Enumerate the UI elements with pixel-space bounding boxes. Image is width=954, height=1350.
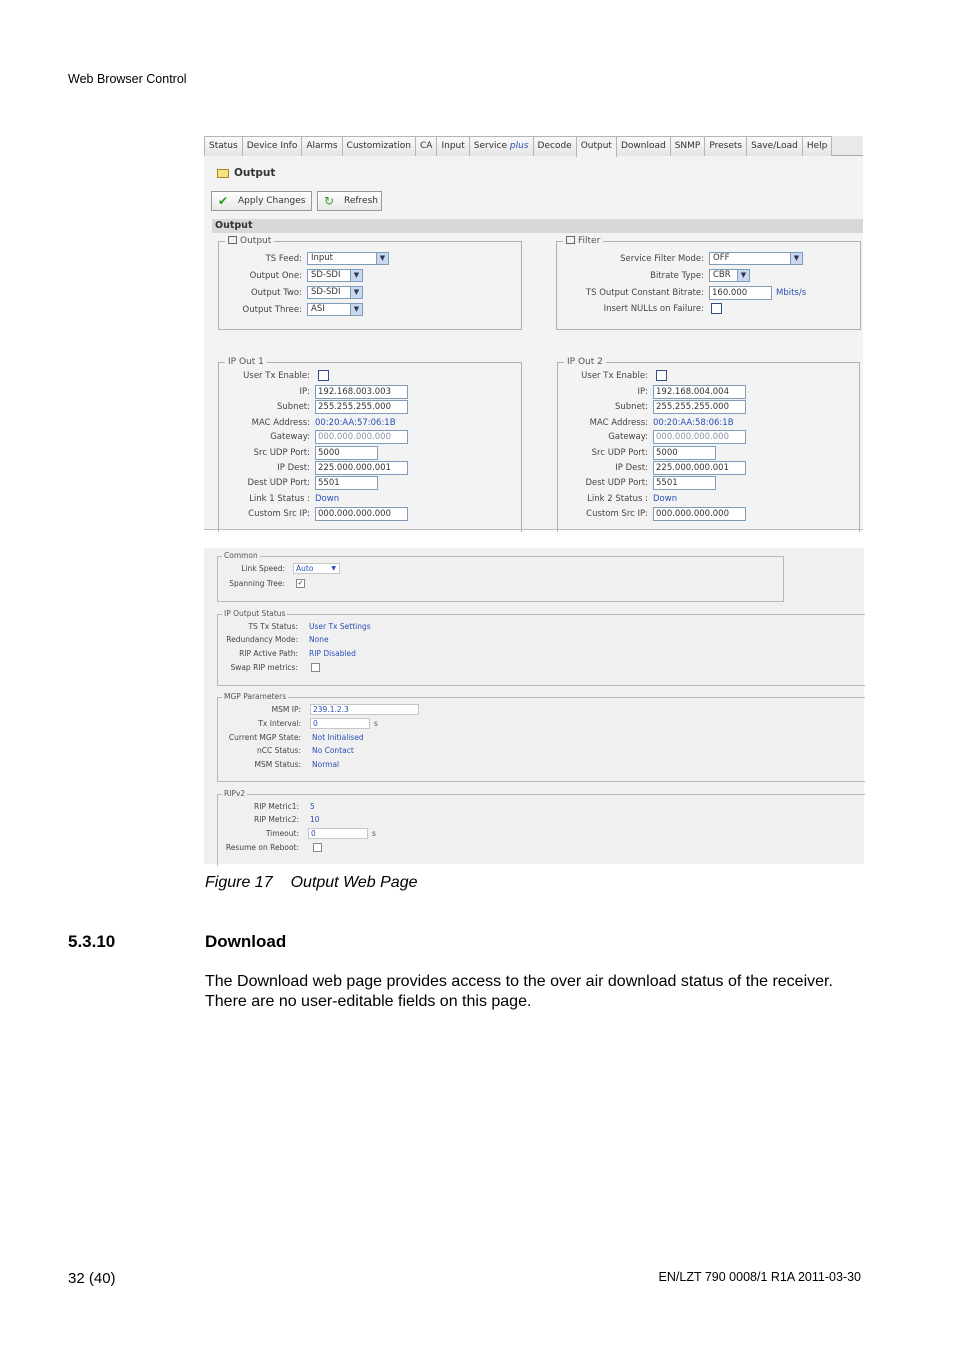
tab-customization[interactable]: Customization bbox=[342, 136, 416, 156]
chevron-down-icon: ▼ bbox=[737, 270, 749, 281]
link-speed-value: Auto bbox=[296, 564, 314, 573]
constant-bitrate-label: TS Output Constant Bitrate: bbox=[585, 288, 704, 298]
tab-snmp[interactable]: SNMP bbox=[670, 136, 706, 156]
tab-save-load[interactable]: Save/Load bbox=[746, 136, 803, 156]
tab-decode[interactable]: Decode bbox=[533, 136, 577, 156]
output-one-select[interactable] bbox=[307, 269, 363, 282]
ip1-link-status-value: Down bbox=[315, 494, 340, 504]
document-reference bbox=[659, 1270, 861, 1284]
tab-download[interactable]: Download bbox=[616, 136, 671, 156]
output-one-label: Output One: bbox=[249, 271, 302, 281]
caret-down-icon: ▼ bbox=[331, 565, 336, 572]
ip2-custom-src-input[interactable]: 000.000.000.000 bbox=[653, 507, 746, 521]
ip1-subnet-label: Subnet: bbox=[277, 402, 310, 412]
folder-icon bbox=[217, 169, 229, 178]
output-legend-text: Output bbox=[240, 236, 272, 246]
spanning-tree-label: Spanning Tree: bbox=[229, 579, 285, 588]
page-number: 32 (40) bbox=[68, 1270, 116, 1287]
output-two-label: Output Two: bbox=[250, 288, 302, 298]
output-settings-screenshot bbox=[204, 548, 864, 864]
ip1-mac-label: MAC Address: bbox=[251, 418, 310, 428]
tab-device-info[interactable]: Device Info bbox=[242, 136, 303, 156]
ip1-link-status-label: Link 1 Status : bbox=[249, 494, 310, 504]
msm-ip-label: MSM IP: bbox=[271, 705, 301, 714]
rip-metric2-label: RIP Metric2: bbox=[254, 815, 299, 824]
redundancy-mode-label: Redundancy Mode: bbox=[226, 635, 298, 644]
constant-bitrate-input[interactable]: 160.000 bbox=[709, 286, 772, 300]
ip2-src-udp-input[interactable]: 5000 bbox=[653, 446, 716, 460]
ip2-src-udp-label: Src UDP Port: bbox=[591, 448, 648, 458]
redundancy-mode-value: None bbox=[309, 635, 329, 644]
figure-number: Figure 17 bbox=[205, 874, 273, 891]
refresh-label: Refresh bbox=[344, 196, 378, 206]
timeout-unit: s bbox=[372, 829, 376, 838]
filter-legend-text: Filter bbox=[578, 236, 601, 246]
ip2-ip-dest-label: IP Dest: bbox=[615, 463, 648, 473]
ip2-dest-udp-input[interactable]: 5501 bbox=[653, 476, 716, 490]
rip-metric1-value: 5 bbox=[310, 802, 315, 811]
tx-interval-unit: s bbox=[374, 719, 378, 728]
ip1-gateway-input[interactable]: 000.000.000.000 bbox=[315, 430, 408, 444]
tab-ca[interactable]: CA bbox=[415, 136, 437, 156]
section-title: Download bbox=[205, 932, 287, 951]
msm-ip-input[interactable]: 239.1.2.3 bbox=[310, 704, 419, 715]
insert-nulls-checkbox[interactable] bbox=[711, 303, 722, 314]
spanning-tree-checkbox[interactable]: ✓ bbox=[297, 579, 304, 587]
ip2-subnet-input[interactable]: 255.255.255.000 bbox=[653, 400, 746, 414]
bitrate-unit: Mbits/s bbox=[776, 288, 807, 298]
apply-changes-label: Apply Changes bbox=[238, 196, 306, 206]
output-three-select[interactable] bbox=[307, 303, 363, 316]
ip2-user-tx-checkbox[interactable] bbox=[656, 370, 667, 381]
current-mgp-state-label: Current MGP State: bbox=[228, 733, 301, 742]
mgp-parameters-legend: MGP Parameters bbox=[224, 692, 287, 701]
refresh-button[interactable] bbox=[317, 191, 382, 211]
chevron-down-icon: ▼ bbox=[350, 270, 362, 281]
bitrate-type-select[interactable] bbox=[709, 269, 750, 282]
tab-input[interactable]: Input bbox=[436, 136, 469, 156]
ip1-dest-udp-input[interactable]: 5501 bbox=[315, 476, 378, 490]
ip2-custom-src-label: Custom Src IP: bbox=[586, 509, 648, 519]
output-page-screenshot bbox=[204, 136, 863, 530]
rip-metric2-value: 10 bbox=[310, 815, 320, 824]
common-legend: Common bbox=[224, 551, 258, 560]
ts-feed-select[interactable] bbox=[307, 252, 389, 265]
ts-tx-status-label: TS Tx Status: bbox=[248, 622, 298, 631]
tx-interval-input[interactable]: 0 bbox=[310, 718, 370, 729]
doc-ref: EN/LZT 790 0008/1 R1A bbox=[658, 1270, 795, 1284]
page-title: Output bbox=[234, 167, 276, 179]
chevron-down-icon: ▼ bbox=[790, 253, 802, 264]
rip-active-path-label: RIP Active Path: bbox=[239, 649, 298, 658]
ip1-user-tx-checkbox[interactable] bbox=[318, 370, 329, 381]
bitrate-type-value: CBR bbox=[713, 270, 731, 280]
ip1-ip-input[interactable]: 192.168.003.003 bbox=[315, 385, 408, 399]
chevron-down-icon: ▼ bbox=[376, 253, 388, 264]
ip1-ip-dest-label: IP Dest: bbox=[277, 463, 310, 473]
ip2-gateway-label: Gateway: bbox=[608, 432, 648, 442]
ip1-gateway-label: Gateway: bbox=[270, 432, 310, 442]
swap-rip-metrics-checkbox[interactable] bbox=[311, 663, 320, 672]
ncc-status-label: nCC Status: bbox=[256, 746, 301, 755]
tab-service-plus[interactable] bbox=[469, 136, 534, 156]
figure-title: Output Web Page bbox=[290, 874, 418, 891]
ts-feed-label: TS Feed: bbox=[265, 254, 302, 264]
msm-status-label: MSM Status: bbox=[254, 760, 301, 769]
tab-output[interactable]: Output bbox=[576, 136, 617, 157]
apply-changes-button[interactable] bbox=[211, 191, 312, 211]
ip-out1-legend: IP Out 1 bbox=[225, 356, 267, 368]
refresh-icon: ↻ bbox=[324, 194, 335, 208]
tab-service-suffix: plus bbox=[509, 141, 529, 151]
link-speed-select[interactable] bbox=[293, 563, 340, 574]
ip1-ip-label: IP: bbox=[299, 387, 310, 397]
output-legend bbox=[225, 235, 274, 247]
output-three-label: Output Three: bbox=[242, 305, 302, 315]
section-number: 5.3.10 bbox=[68, 932, 116, 951]
ip2-ip-label: IP: bbox=[637, 387, 648, 397]
ip1-dest-udp-label: Dest UDP Port: bbox=[247, 478, 310, 488]
ip1-src-udp-label: Src UDP Port: bbox=[253, 448, 310, 458]
ip2-gateway-input[interactable]: 000.000.000.000 bbox=[653, 430, 746, 444]
tab-alarms[interactable]: Alarms bbox=[301, 136, 342, 156]
tab-status[interactable]: Status bbox=[204, 136, 243, 156]
ip2-link-status-value: Down bbox=[653, 494, 678, 504]
resume-on-reboot-checkbox[interactable] bbox=[313, 843, 322, 852]
ip2-mac-label: MAC Address: bbox=[589, 418, 648, 428]
insert-nulls-label: Insert NULLs on Failure: bbox=[603, 304, 704, 314]
link-speed-label: Link Speed: bbox=[241, 564, 285, 573]
ip2-ip-dest-input[interactable]: 225.000.000.001 bbox=[653, 461, 746, 475]
ip1-user-tx-label: User Tx Enable: bbox=[243, 371, 310, 381]
ts-tx-status-value: User Tx Settings bbox=[309, 622, 371, 631]
tab-presets[interactable]: Presets bbox=[704, 136, 747, 156]
ip1-mac-value: 00:20:AA:57:06:1B bbox=[315, 418, 396, 428]
service-filter-mode-label: Service Filter Mode: bbox=[620, 254, 704, 264]
list-icon bbox=[566, 236, 575, 244]
ip2-subnet-label: Subnet: bbox=[615, 402, 648, 412]
current-mgp-state-value: Not Initialised bbox=[312, 733, 364, 742]
figure-caption bbox=[205, 874, 418, 892]
ip2-link-status-label: Link 2 Status : bbox=[587, 494, 648, 504]
output-two-value: SD-SDI bbox=[311, 287, 341, 297]
ip2-dest-udp-label: Dest UDP Port: bbox=[585, 478, 648, 488]
ip2-mac-value: 00:20:AA:58:06:1B bbox=[653, 418, 734, 428]
tx-interval-label: Tx Interval: bbox=[258, 719, 301, 728]
ip1-src-udp-input[interactable]: 5000 bbox=[315, 446, 378, 460]
timeout-input[interactable]: 0 bbox=[308, 828, 368, 839]
ip1-ip-dest-input[interactable]: 225.000.000.001 bbox=[315, 461, 408, 475]
timeout-label: Timeout: bbox=[265, 829, 299, 838]
service-filter-mode-value: OFF bbox=[713, 253, 730, 263]
ripv2-legend: RIPv2 bbox=[224, 789, 246, 798]
ip-out2-legend: IP Out 2 bbox=[564, 356, 606, 368]
tab-bar bbox=[204, 136, 863, 156]
ip1-subnet-input[interactable]: 255.255.255.000 bbox=[315, 400, 408, 414]
tab-help[interactable]: Help bbox=[802, 136, 833, 156]
swap-rip-metrics-label: Swap RIP metrics: bbox=[230, 663, 298, 672]
tab-service-label: Service bbox=[473, 141, 508, 151]
resume-on-reboot-label: Resume on Reboot: bbox=[225, 843, 299, 852]
output-two-select[interactable] bbox=[307, 286, 363, 299]
ip1-custom-src-input[interactable]: 000.000.000.000 bbox=[315, 507, 408, 521]
ts-feed-value: Input bbox=[311, 253, 334, 263]
output-one-value: SD-SDI bbox=[311, 270, 341, 280]
service-filter-mode-select[interactable] bbox=[709, 252, 803, 265]
ip1-custom-src-label: Custom Src IP: bbox=[248, 509, 310, 519]
section-body: The Download web page provides access to the over air download status of the receiver. There are no user-editable fields on this page. bbox=[205, 973, 833, 1010]
chevron-down-icon: ▼ bbox=[350, 287, 362, 298]
ip2-ip-input[interactable]: 192.168.004.004 bbox=[653, 385, 746, 399]
ncc-status-value: No Contact bbox=[312, 746, 354, 755]
list-icon bbox=[228, 236, 237, 244]
chevron-down-icon: ▼ bbox=[350, 304, 362, 315]
output-section-band: Output bbox=[212, 219, 863, 233]
filter-legend bbox=[563, 235, 603, 247]
running-header: Web Browser Control bbox=[68, 72, 187, 86]
ip2-user-tx-label: User Tx Enable: bbox=[581, 371, 648, 381]
checkmark-icon: ✔ bbox=[218, 194, 229, 208]
msm-status-value: Normal bbox=[312, 760, 340, 769]
output-three-value: ASI bbox=[311, 304, 325, 314]
rip-metric1-label: RIP Metric1: bbox=[254, 802, 299, 811]
bitrate-type-label: Bitrate Type: bbox=[650, 271, 704, 281]
ip-output-status-legend: IP Output Status bbox=[224, 609, 286, 618]
doc-date: 2011-03-30 bbox=[797, 1270, 861, 1284]
rip-active-path-value: RIP Disabled bbox=[309, 649, 356, 658]
